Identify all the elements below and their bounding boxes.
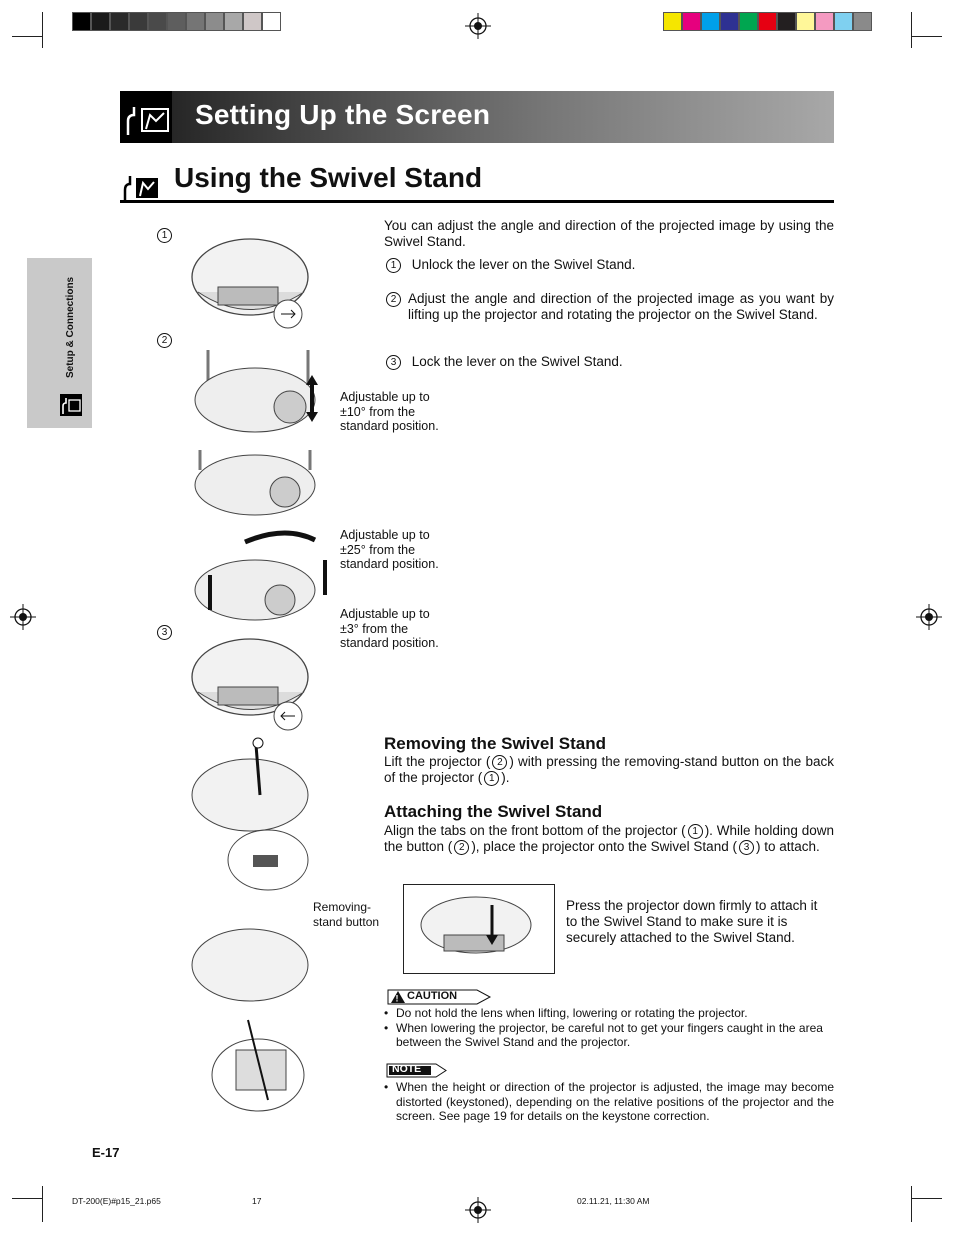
inline-number: 2 [492, 755, 507, 770]
footer-file: DT-200(E)#p15_21.p65 [72, 1196, 161, 1206]
figure-step-1: 1 [157, 228, 172, 243]
registration-target-icon [10, 604, 36, 630]
swivel-stand-icon [120, 168, 160, 204]
step-text: Adjust the angle and direction of the projected image as you want by lifting up the projector and rotating the projector on the Swivel Stand. [408, 291, 834, 322]
side-tab-label: Setup & Connections [65, 276, 76, 378]
crop-mark [911, 1186, 912, 1222]
crop-mark [42, 12, 43, 48]
text: ). [501, 770, 510, 785]
section-heading: Using the Swivel Stand [174, 162, 483, 193]
screen-setup-icon [120, 91, 172, 143]
note-item: • When the height or direction of the projector is adjusted, the image may become distorted (keystoned), depending on the relative positions of the projector and the screen. See page 19 for details on the keystone correction. [384, 1080, 834, 1123]
registration-target-icon [465, 1197, 491, 1223]
figure-step-3: 3 [157, 625, 172, 640]
step-number: 2 [386, 292, 401, 307]
chapter-side-tab [27, 258, 92, 428]
text: ) with pressing the removing-stand button on the back of the projector ( [384, 754, 835, 785]
color-swatch [815, 12, 834, 31]
gray-swatch [91, 12, 110, 31]
color-swatch [758, 12, 777, 31]
crop-mark [912, 36, 942, 37]
note-label: NOTE [392, 1063, 422, 1075]
figure-step-2: 2 [157, 333, 172, 348]
projector-illustration-remove [188, 735, 328, 895]
crop-mark [42, 1186, 43, 1222]
note-text: When the height or direction of the projector is adjusted, the image may become distorted (keystoned), depending on the relative positions of the projector and the screen. See page 19 for details on the keystone correction. [396, 1080, 834, 1123]
caption-line: ±3° from the [340, 621, 409, 636]
section-title-bar [120, 91, 834, 143]
caption-line: stand button [313, 914, 380, 929]
text: Lift the projector ( [384, 754, 491, 769]
inline-number: 1 [688, 824, 703, 839]
inline-number: 1 [484, 771, 499, 786]
caution-label: CAUTION [407, 990, 458, 1002]
footer-timestamp: 02.11.21, 11:30 AM [577, 1196, 650, 1206]
crop-mark [12, 36, 42, 37]
caption-line: Adjustable up to [340, 528, 430, 542]
caution-item: • When lowering the projector, be careful not to get your fingers caught in the area between the Swivel Stand and the projector. [384, 1021, 834, 1050]
gray-swatch [186, 12, 205, 31]
intro-paragraph: You can adjust the angle and direction of the projected image by using the Swivel Stand. [384, 218, 834, 249]
caption-adjust-3 [340, 607, 439, 651]
heading-rule [120, 200, 834, 203]
gray-swatch [148, 12, 167, 31]
gray-swatch [205, 12, 224, 31]
caption-removing-button [313, 900, 379, 929]
removing-paragraph [384, 754, 834, 786]
caption-adjust-10 [340, 390, 439, 434]
caption-line: ±25° from the [340, 542, 416, 557]
press-down-illustration [403, 884, 555, 974]
projector-illustration-attach [188, 915, 328, 1120]
caption-line: Removing- [313, 900, 372, 914]
color-swatch [796, 12, 815, 31]
gray-swatch [72, 12, 91, 31]
chapter-icon [60, 394, 82, 416]
step-text: Unlock the lever on the Swivel Stand. [411, 257, 636, 272]
svg-text:!: ! [395, 993, 399, 1004]
color-swatch [720, 12, 739, 31]
text: ). While holding down the button ( [384, 823, 834, 854]
caption-line: standard position. [340, 557, 439, 571]
gray-swatch [110, 12, 129, 31]
removing-heading: Removing the Swivel Stand [384, 734, 606, 753]
grayscale-registration-bar [72, 12, 281, 31]
caution-item: • Do not hold the lens when lifting, lowering or rotating the projector. [384, 1006, 748, 1020]
color-registration-bar [663, 12, 872, 31]
caption-adjust-25 [340, 528, 439, 572]
gray-swatch [167, 12, 186, 31]
projector-illustration-lock [188, 632, 328, 732]
gray-swatch [129, 12, 148, 31]
color-swatch [663, 12, 682, 31]
color-swatch [853, 12, 872, 31]
attaching-heading: Attaching the Swivel Stand [384, 802, 603, 821]
step-item [384, 257, 834, 273]
inline-number: 3 [739, 840, 754, 855]
inline-number: 2 [454, 840, 469, 855]
gray-swatch [224, 12, 243, 31]
registration-target-icon [465, 13, 491, 39]
color-swatch [739, 12, 758, 31]
color-swatch [834, 12, 853, 31]
projector-illustration-unlock [188, 232, 328, 332]
caption-line: ±10° from the [340, 404, 416, 419]
caption-line: Adjustable up to [340, 390, 430, 404]
gray-swatch [262, 12, 281, 31]
page-title: Setting Up the Screen [195, 99, 491, 130]
page-number: E-17 [92, 1145, 120, 1160]
gray-swatch [243, 12, 262, 31]
step-number: 1 [386, 258, 401, 273]
color-swatch [777, 12, 796, 31]
caution-list [384, 1006, 834, 1050]
registration-target-icon [916, 604, 942, 630]
caution-text: When lowering the projector, be careful not to get your fingers caught in the area between the Swivel Stand and the projector. [396, 1020, 823, 1049]
crop-mark [911, 12, 912, 48]
caption-line: standard position. [340, 636, 439, 650]
step-item [384, 354, 834, 370]
color-swatch [701, 12, 720, 31]
step-text: Lock the lever on the Swivel Stand. [411, 354, 623, 369]
step-number: 3 [386, 355, 401, 370]
projector-illustration-rotate [180, 520, 330, 630]
text: ), place the projector onto the Swivel Stand ( [471, 839, 737, 854]
attaching-paragraph [384, 823, 834, 855]
caption-line: standard position. [340, 419, 439, 433]
crop-mark [12, 1198, 42, 1199]
color-swatch [682, 12, 701, 31]
caption-line: Adjustable up to [340, 607, 430, 621]
projector-illustration-tilt [180, 345, 330, 440]
footer-page: 17 [252, 1196, 262, 1206]
text: Align the tabs on the front bottom of the projector ( [384, 823, 686, 838]
caution-text: Do not hold the lens when lifting, lowering or rotating the projector. [396, 1006, 748, 1020]
press-down-note: Press the projector down firmly to attach it to the Swivel Stand to make sure it is securely attached to the Swivel Stand. [566, 898, 818, 945]
text: ) to attach. [755, 839, 820, 854]
crop-mark [912, 1198, 942, 1199]
projector-illustration-lift [180, 440, 330, 520]
note-list [384, 1080, 834, 1124]
step-item [384, 291, 834, 323]
